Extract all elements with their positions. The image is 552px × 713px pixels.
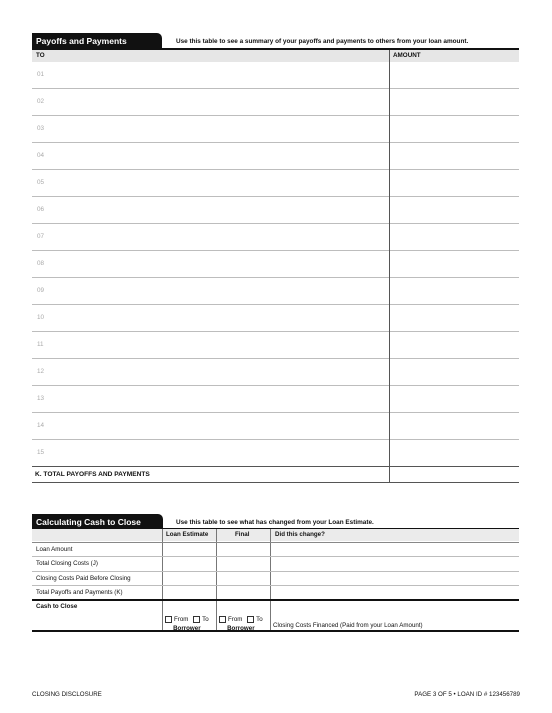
payoff-row-number: 08 <box>37 260 45 267</box>
payoff-row-number: 15 <box>37 449 45 456</box>
to-label: To <box>256 616 263 623</box>
loan-estimate-from-to-options <box>165 615 209 633</box>
payoff-row-number: 01 <box>37 71 45 78</box>
payoff-row-number: 02 <box>37 98 45 105</box>
column-divider <box>270 529 271 632</box>
payoff-row <box>32 359 519 386</box>
payoff-row-number: 11 <box>37 341 44 348</box>
from-label: From <box>174 616 189 623</box>
payoff-row <box>32 440 519 467</box>
payoff-row-number: 14 <box>37 422 45 429</box>
payoff-row-number: 13 <box>37 395 45 402</box>
payoff-row <box>32 278 519 305</box>
final-from-to-options <box>219 615 263 633</box>
payoffs-table-header <box>32 50 519 62</box>
to-label: To <box>202 616 209 623</box>
payoff-row <box>32 386 519 413</box>
row-label-total-payoffs-and-payments: Total Payoffs and Payments (K) <box>36 589 123 596</box>
column-header-to: TO <box>36 52 45 59</box>
payoffs-description: Use this table to see a summary of your payoffs and payments to others from your loan amount. <box>176 38 469 45</box>
row-divider <box>32 571 519 572</box>
payoff-row <box>32 197 519 224</box>
loan-estimate-to-checkbox[interactable] <box>193 616 200 623</box>
row-divider <box>32 585 519 586</box>
payoff-row <box>32 305 519 332</box>
payoff-row <box>32 62 519 89</box>
amount-column-divider <box>389 50 390 483</box>
row-divider <box>32 556 519 557</box>
payoff-row <box>32 170 519 197</box>
payoff-row <box>32 224 519 251</box>
column-header-loan-estimate: Loan Estimate <box>166 531 209 538</box>
from-label: From <box>228 616 243 623</box>
footer-page-loan-id: PAGE 3 OF 5 • LOAN ID # 123456789 <box>414 691 520 698</box>
payoff-row-number: 06 <box>37 206 45 213</box>
column-header-amount: AMOUNT <box>393 52 421 59</box>
payoff-row-number: 10 <box>37 314 45 321</box>
payoff-row-number: 07 <box>37 233 45 240</box>
loan-estimate-from-checkbox[interactable] <box>165 616 172 623</box>
row-divider <box>32 542 519 543</box>
payoff-row <box>32 251 519 278</box>
row-divider <box>32 599 519 601</box>
payoff-row <box>32 143 519 170</box>
total-payoffs-label: K. TOTAL PAYOFFS AND PAYMENTS <box>35 471 150 478</box>
column-divider <box>162 529 163 632</box>
row-label-total-closing-costs: Total Closing Costs (J) <box>36 560 98 567</box>
cash-to-close-description: Use this table to see what has changed from your Loan Estimate. <box>176 519 374 526</box>
cash-to-close-table <box>32 528 519 632</box>
payoffs-section-title: Payoffs and Payments <box>32 33 162 49</box>
row-label-loan-amount: Loan Amount <box>36 546 73 553</box>
closing-costs-financed-note: Closing Costs Financed (Paid from your Loan Amount) <box>273 622 423 629</box>
payoff-row-number: 03 <box>37 125 45 132</box>
payoff-row-number: 12 <box>37 368 45 375</box>
row-label-closing-costs-paid-before-closing: Closing Costs Paid Before Closing <box>36 575 131 582</box>
payoff-row-number: 05 <box>37 179 45 186</box>
total-payoffs-row <box>32 466 519 483</box>
payoff-row <box>32 413 519 440</box>
payoff-row <box>32 89 519 116</box>
payoff-row-number: 04 <box>37 152 45 159</box>
payoff-row-number: 09 <box>37 287 45 294</box>
final-to-checkbox[interactable] <box>247 616 254 623</box>
payoff-row <box>32 116 519 143</box>
borrower-label: Borrower <box>173 625 201 632</box>
column-divider <box>216 529 217 632</box>
cash-to-close-section-title: Calculating Cash to Close <box>32 514 163 530</box>
borrower-label: Borrower <box>227 625 255 632</box>
footer-document-name: CLOSING DISCLOSURE <box>32 691 102 698</box>
column-header-did-this-change: Did this change? <box>275 531 325 538</box>
column-header-final: Final <box>235 531 250 538</box>
payoff-row <box>32 332 519 359</box>
final-from-checkbox[interactable] <box>219 616 226 623</box>
row-label-cash-to-close: Cash to Close <box>36 603 78 610</box>
